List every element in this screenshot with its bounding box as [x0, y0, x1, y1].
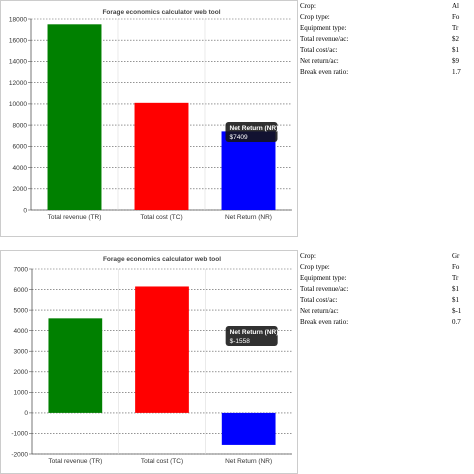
bar-total-revenue[interactable] — [48, 318, 102, 413]
crop-type-value: Fo — [452, 13, 460, 21]
crop-type-label: Crop type: — [300, 13, 330, 21]
break-even-value: 0.7 — [452, 318, 461, 326]
bar-total-cost[interactable] — [135, 103, 189, 210]
crop-type-label: Crop type: — [300, 263, 330, 271]
y-tick-label: 4000 — [13, 327, 28, 335]
y-tick-label: -1000 — [11, 430, 28, 438]
net-return-value: $-1 — [452, 307, 462, 315]
x-category-label: Total revenue (TR) — [48, 458, 103, 465]
bar-chart-2 — [0, 250, 298, 474]
y-tick-label: -2000 — [11, 451, 28, 459]
bar-total-cost[interactable] — [135, 286, 189, 412]
total-cost-label: Total cost/ac: — [300, 296, 338, 304]
x-category-label: Total revenue (TR) — [47, 214, 102, 221]
equipment-type-value: Tr — [452, 274, 459, 282]
y-tick-label: 10000 — [8, 101, 27, 109]
x-category-label: Net Return (NR) — [225, 458, 273, 465]
net-return-label: Net return/ac: — [300, 307, 339, 315]
y-tick-label: 8000 — [12, 122, 27, 130]
y-tick-label: 7000 — [13, 266, 28, 274]
crop-type-value: Fo — [452, 263, 460, 271]
y-tick-label: 18000 — [8, 16, 27, 24]
tooltip-title: Net Return (NR) — [229, 329, 279, 336]
total-revenue-label: Total revenue/ac: — [300, 35, 349, 43]
chart-title: Forage economics calculator web tool — [102, 256, 222, 263]
crop-label: Crop: — [300, 252, 316, 260]
total-cost-value: $1 — [452, 296, 459, 304]
total-revenue-value: $1 — [452, 285, 459, 293]
y-tick-label: 1000 — [13, 389, 28, 397]
y-tick-label: 0 — [23, 207, 27, 215]
equipment-type-value: Tr — [452, 24, 459, 32]
calculator-result-panel-2 — [0, 250, 474, 474]
break-even-label: Break even ratio: — [300, 68, 349, 76]
y-tick-label: 5000 — [13, 307, 28, 315]
y-tick-label: 6000 — [13, 286, 28, 294]
equipment-type-label: Equipment type: — [300, 274, 347, 282]
total-revenue-value: $2 — [452, 35, 459, 43]
break-even-label: Break even ratio: — [300, 318, 349, 326]
tooltip-value: $7409 — [229, 134, 248, 141]
y-tick-label: 0 — [24, 410, 28, 418]
y-tick-label: 2000 — [12, 186, 27, 194]
x-category-label: Net Return (NR) — [225, 214, 272, 221]
total-cost-label: Total cost/ac: — [300, 46, 338, 54]
x-category-label: Total cost (TC) — [140, 214, 183, 221]
x-category-label: Total cost (TC) — [140, 458, 184, 465]
y-tick-label: 6000 — [12, 143, 27, 151]
equipment-type-label: Equipment type: — [300, 24, 347, 32]
total-cost-value: $1 — [452, 46, 459, 54]
bar-chart-1 — [0, 0, 298, 237]
chart-title: Forage economics calculator web tool — [102, 9, 221, 16]
break-even-value: 1.7 — [452, 68, 461, 76]
net-return-value: $9 — [452, 57, 459, 65]
crop-label: Crop: — [300, 2, 316, 10]
total-revenue-label: Total revenue/ac: — [300, 285, 349, 293]
bar-total-revenue[interactable] — [48, 24, 102, 210]
net-return-label: Net return/ac: — [300, 57, 339, 65]
bar-net-return[interactable] — [222, 131, 276, 210]
y-tick-label: 16000 — [8, 37, 27, 45]
y-tick-label: 3000 — [13, 348, 28, 356]
y-tick-label: 2000 — [13, 369, 28, 377]
tooltip-value: $-1558 — [229, 338, 250, 345]
y-tick-label: 14000 — [8, 58, 27, 66]
y-tick-label: 4000 — [12, 164, 27, 172]
bar-net-return[interactable] — [222, 413, 276, 445]
tooltip-title: Net Return (NR) — [229, 125, 279, 132]
crop-value: Al — [452, 2, 459, 10]
y-tick-label: 12000 — [8, 79, 27, 87]
crop-value: Gr — [452, 252, 460, 260]
